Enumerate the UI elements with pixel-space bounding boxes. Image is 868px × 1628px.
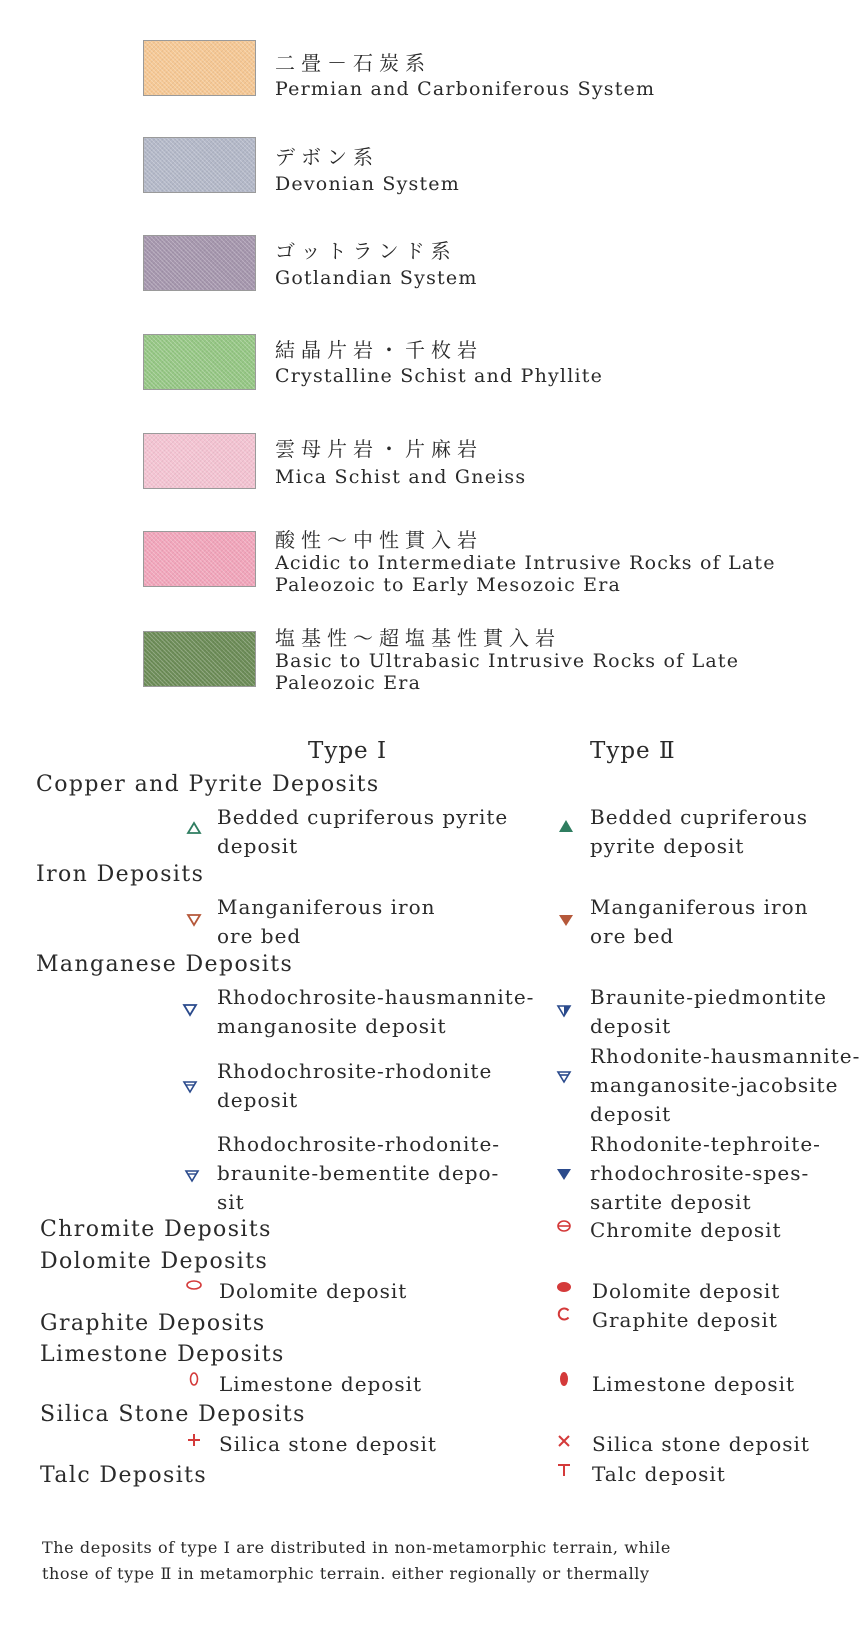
swatch-permian-carboniferous bbox=[143, 40, 256, 96]
triangle-down-bar-icon bbox=[556, 1069, 572, 1085]
unit-jp-label: デボン系 bbox=[275, 145, 379, 169]
cross-icon bbox=[556, 1433, 572, 1449]
unit-jp-label: 酸性～中性貫入岩 bbox=[275, 528, 483, 552]
unit-en-label: Gotlandian System bbox=[275, 267, 478, 289]
ellipse-outline-icon bbox=[186, 1277, 202, 1293]
category-heading: Limestone Deposits bbox=[40, 1342, 285, 1367]
unit-en-label: Permian and Carboniferous System bbox=[275, 78, 656, 100]
triangle-down-half-icon bbox=[556, 1003, 572, 1019]
unit-en-label: Basic to Ultrabasic Intrusive Rocks of Late bbox=[275, 650, 740, 672]
swatch-basic-intrusive bbox=[143, 631, 256, 687]
triangle-down-bar-outline-icon bbox=[184, 1168, 200, 1184]
type1-item: Dolomite deposit bbox=[219, 1279, 408, 1303]
type1-item: Rhodochrosite-rhodonite deposit bbox=[217, 1059, 493, 1112]
unit-en-label: Mica Schist and Gneiss bbox=[275, 466, 527, 488]
ellipse-filled-icon bbox=[556, 1279, 572, 1295]
type2-item: Rhodonite-hausmannite- manganosite-jacobsite deposit bbox=[590, 1044, 861, 1126]
type1-item: Manganiferous iron ore bed bbox=[217, 895, 436, 948]
category-heading: Dolomite Deposits bbox=[40, 1249, 269, 1274]
swatch-acidic-intrusive bbox=[143, 531, 256, 587]
ellipse-vertical-filled-icon bbox=[556, 1371, 572, 1387]
triangle-down-filled-icon bbox=[556, 1166, 572, 1182]
footnote-line: The deposits of type Ⅰ are distributed in non-metamorphic terrain, while bbox=[42, 1538, 671, 1557]
triangle-down-outline-icon bbox=[186, 912, 202, 928]
triangle-down-outline-icon bbox=[182, 1002, 198, 1018]
swatch-devonian bbox=[143, 137, 256, 193]
circle-crossed-icon bbox=[556, 1218, 572, 1234]
category-heading: Silica Stone Deposits bbox=[40, 1402, 306, 1427]
type-2-header: Type Ⅱ bbox=[590, 738, 676, 764]
triangle-down-bar-outline-icon bbox=[182, 1079, 198, 1095]
unit-jp-label: 二畳－石炭系 bbox=[275, 51, 431, 75]
triangle-up-filled-icon bbox=[558, 818, 574, 834]
type1-item: Silica stone deposit bbox=[219, 1432, 437, 1456]
swatch-mica-schist bbox=[143, 433, 256, 489]
type2-item: Graphite deposit bbox=[592, 1308, 778, 1332]
category-heading: Manganese Deposits bbox=[36, 952, 294, 977]
swatch-crystalline-schist bbox=[143, 334, 256, 390]
unit-jp-label: 雲母片岩・片麻岩 bbox=[275, 437, 483, 461]
type2-item: Limestone deposit bbox=[592, 1372, 796, 1396]
type2-item: Talc deposit bbox=[592, 1462, 726, 1486]
unit-jp-label: ゴットランド系 bbox=[275, 239, 457, 263]
unit-jp-label: 結晶片岩・千枚岩 bbox=[275, 338, 483, 362]
type2-item: Manganiferous iron ore bed bbox=[590, 895, 809, 948]
unit-en-label: Acidic to Intermediate Intrusive Rocks of Late bbox=[275, 552, 776, 574]
type-1-header: Type Ⅰ bbox=[308, 738, 388, 764]
category-heading: Iron Deposits bbox=[36, 862, 205, 887]
type1-item: Limestone deposit bbox=[219, 1372, 423, 1396]
category-heading: Graphite Deposits bbox=[40, 1311, 266, 1336]
category-heading: Chromite Deposits bbox=[40, 1217, 272, 1242]
unit-jp-label: 塩基性～超塩基性貫入岩 bbox=[275, 626, 561, 650]
type2-item: Braunite-piedmontite deposit bbox=[590, 985, 828, 1038]
triangle-up-outline-icon bbox=[186, 820, 202, 836]
footnote-line: those of type Ⅱ in metamorphic terrain. either regionally or thermally bbox=[42, 1564, 650, 1583]
category-heading: Copper and Pyrite Deposits bbox=[36, 772, 380, 797]
category-heading: Talc Deposits bbox=[40, 1463, 208, 1488]
type2-item: Bedded cupriferous pyrite deposit bbox=[590, 805, 808, 858]
type2-item: Dolomite deposit bbox=[592, 1279, 781, 1303]
letter-t-icon bbox=[556, 1462, 572, 1478]
type2-item: Silica stone deposit bbox=[592, 1432, 810, 1456]
ellipse-vertical-outline-icon bbox=[186, 1371, 202, 1387]
swatch-gotlandian bbox=[143, 235, 256, 291]
type1-item: Rhodochrosite-hausmannite- manganosite deposit bbox=[217, 985, 535, 1038]
unit-en-label: Devonian System bbox=[275, 173, 460, 195]
plus-icon bbox=[186, 1432, 202, 1448]
type2-item: Chromite deposit bbox=[590, 1218, 782, 1242]
type1-item: Bedded cupriferous pyrite deposit bbox=[217, 805, 509, 858]
unit-en-label: Crystalline Schist and Phyllite bbox=[275, 365, 604, 387]
letter-c-icon bbox=[556, 1306, 572, 1322]
unit-en-label: Paleozoic Era bbox=[275, 672, 422, 694]
type1-item: Rhodochrosite-rhodonite- braunite-bementite depo- sit bbox=[217, 1132, 501, 1214]
type2-item: Rhodonite-tephroite- rhodochrosite-spes- sartite deposit bbox=[590, 1132, 821, 1214]
unit-en-label: Paleozoic to Early Mesozoic Era bbox=[275, 574, 622, 596]
triangle-down-filled-icon bbox=[558, 912, 574, 928]
